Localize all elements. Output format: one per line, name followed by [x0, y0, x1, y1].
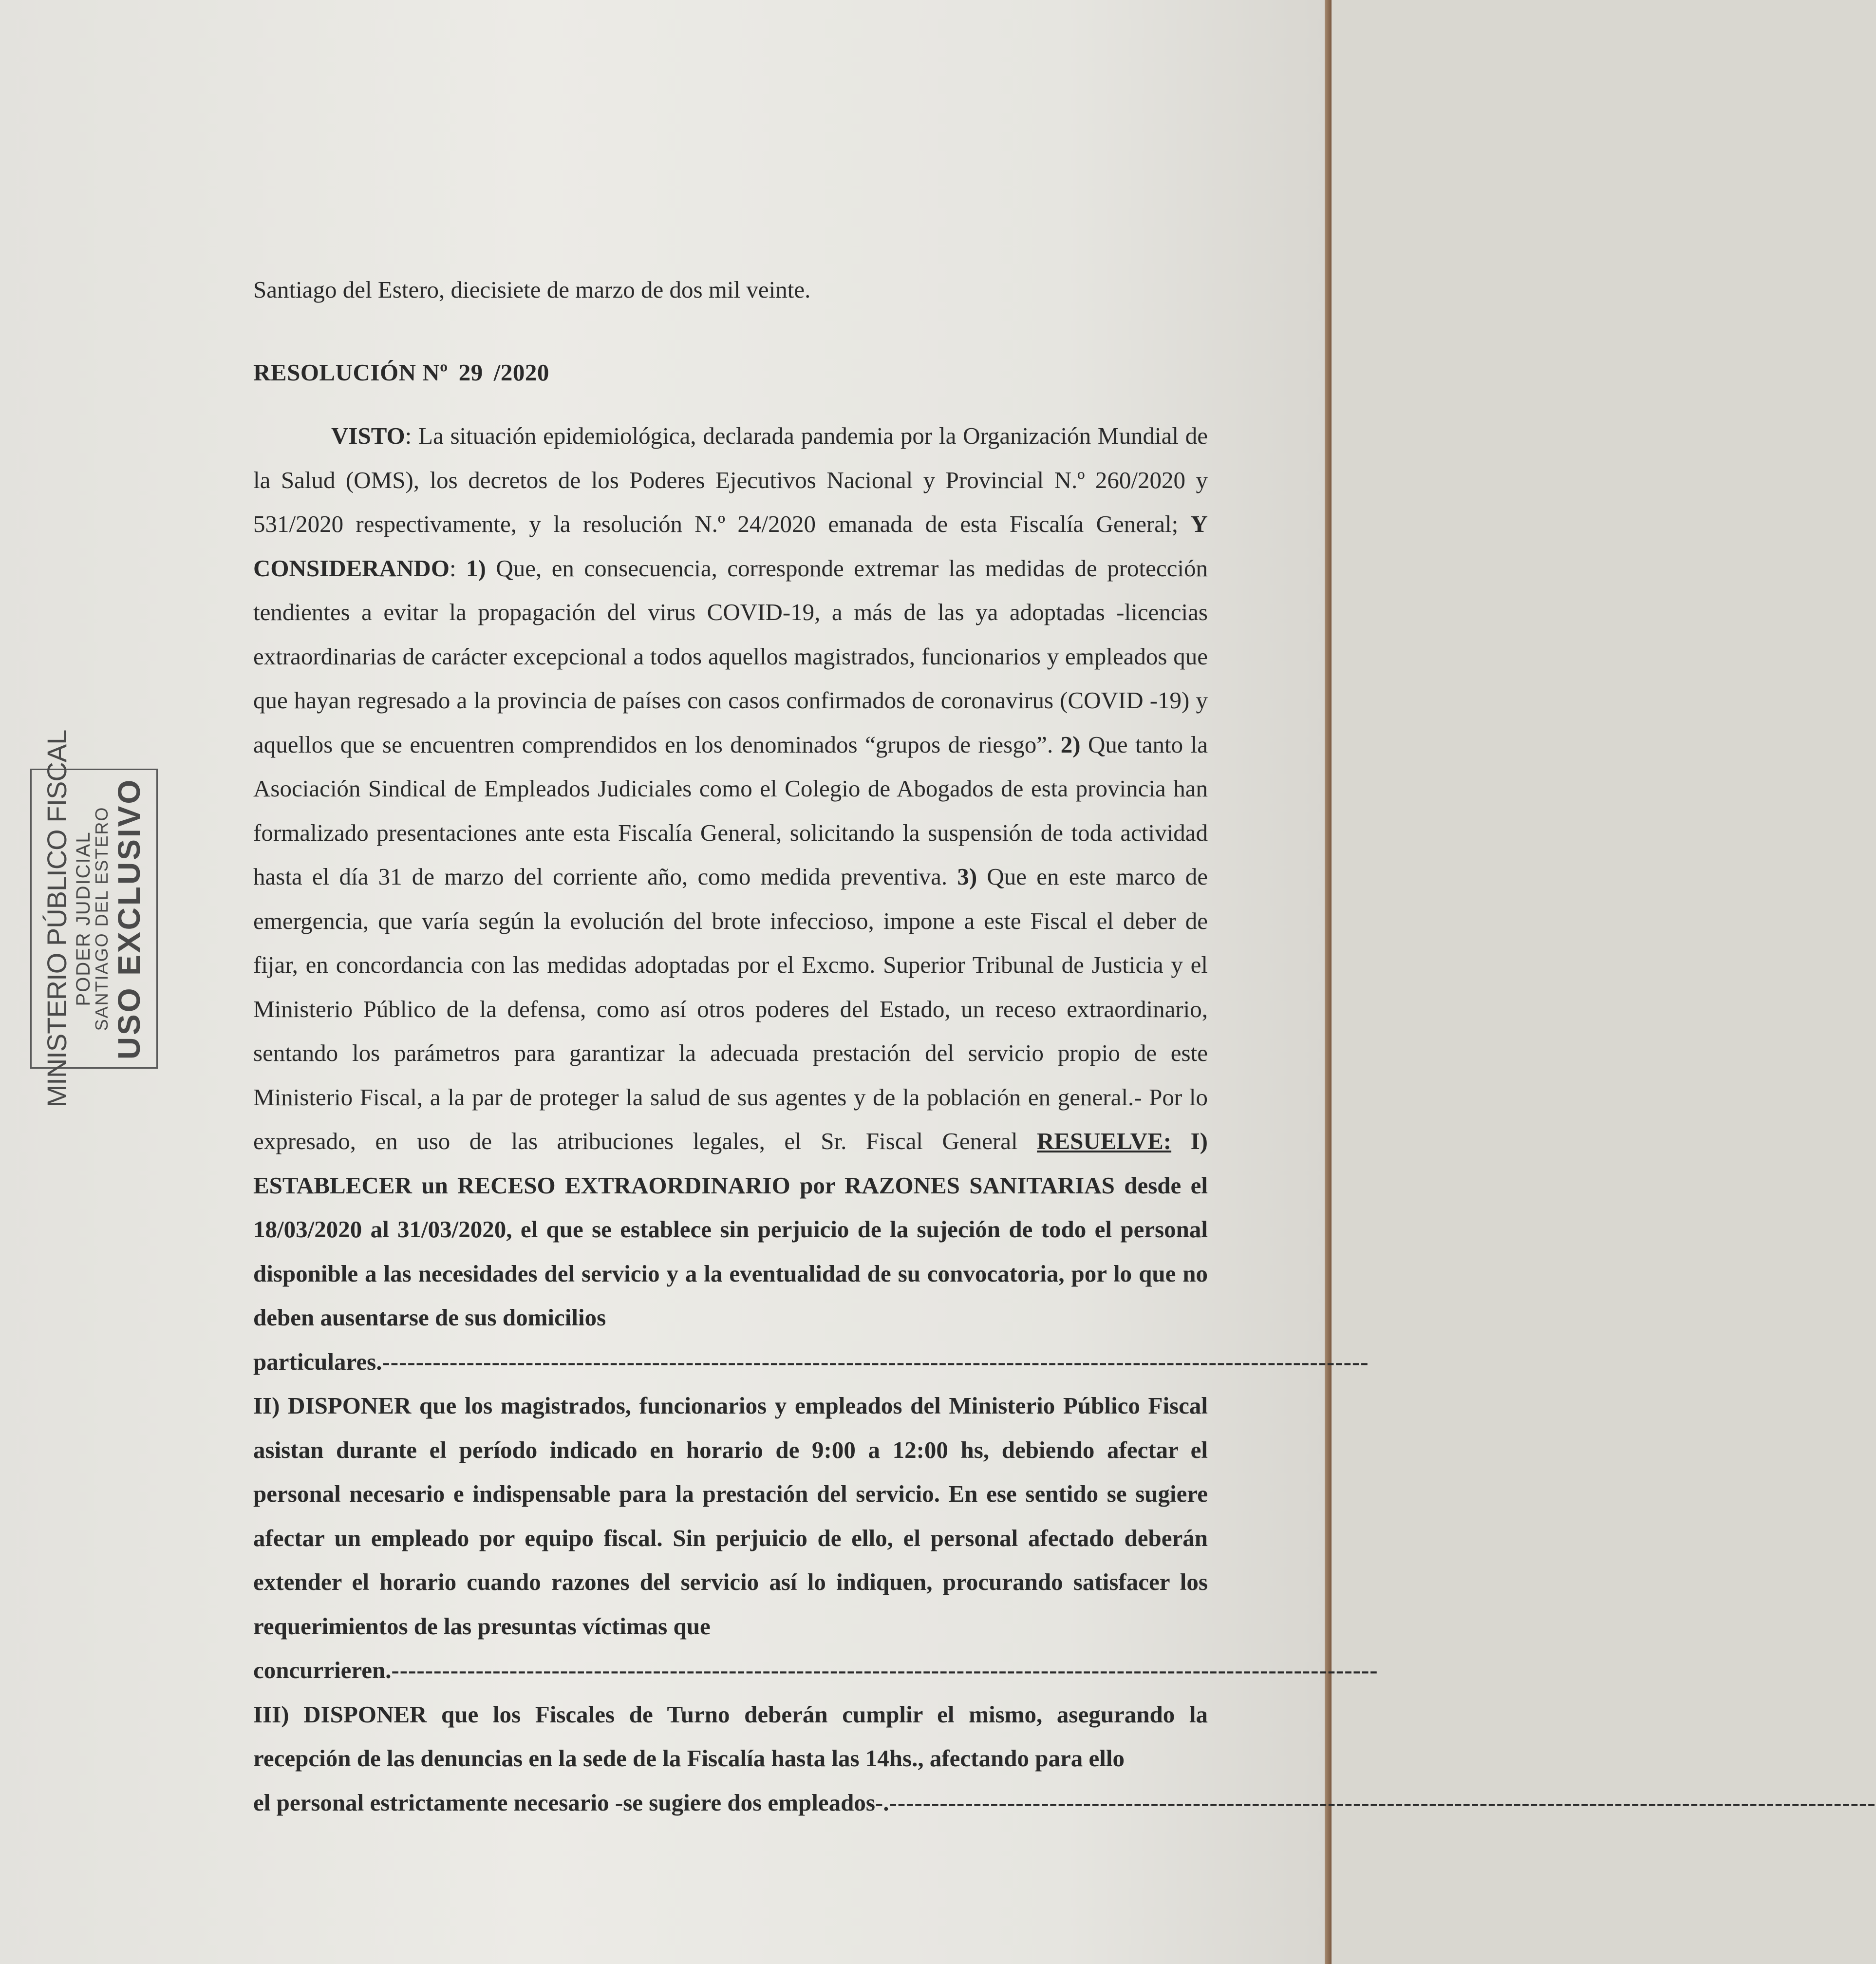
considerando-label: Y CONSIDERANDO: [253, 510, 1208, 582]
visto-label: VISTO: [331, 422, 405, 449]
resolution-year: /2020: [493, 359, 549, 386]
dash-fill: ---------------------------------------------------------------------------------------------------------------------: [382, 1348, 1369, 1375]
main-paragraph: [253, 414, 1208, 1340]
dash-fill: ---------------------------------------------------------------------------------------------------------------------: [391, 1657, 1378, 1683]
resolve-3-text: III) DISPONER que los Fiscales de Turno deberán cumplir el mismo, asegurando la recepción de las denuncias en la sede de la Fiscalía hasta las 14hs., afectando para ello: [253, 1700, 1208, 1772]
resolve-3-end-line: [253, 1781, 1876, 1825]
considerando-2-num: 2): [1060, 731, 1081, 758]
stamp-line-city: SANTIAGO DEL ESTERO: [92, 806, 112, 1031]
dash-fill: ---------------------------------------------------------------------------------------------------------------------: [889, 1789, 1876, 1816]
stamp-line-poder: PODER JUDICIAL: [73, 831, 94, 1006]
ministry-stamp: [30, 730, 158, 1108]
stamp-text: [30, 730, 158, 1108]
considerando-3-num: 3): [957, 863, 977, 890]
stamp-line-ministry: MINISTERIO PÚBLICO FISCAL: [41, 730, 72, 1108]
date-line: Santiago del Estero, diecisiete de marzo de dos mil veinte.: [253, 276, 811, 303]
resolve-1-end-line: [253, 1340, 1369, 1384]
resolution-text: [253, 263, 1876, 1825]
resolve-2-end-line: [253, 1648, 1378, 1693]
resolve-3-last: el personal estrictamente necesario -se sugiere dos empleados-.: [253, 1789, 889, 1816]
resolution-number: 29: [458, 359, 483, 386]
resolve-1-text: I) ESTABLECER un RECESO EXTRAORDINARIO por RAZONES SANITARIAS desde el 18/03/2020 al 31/03/2020, el que se establece sin perjuicio de la sujeción de todo el personal disponible a las necesidades del servicio y a la eventualidad de su convocatoria, por lo que no deben ausentarse de sus domicilios: [253, 1128, 1208, 1331]
considerando-2-text: Que tanto la Asociación Sindical de Empleados Judiciales como el Colegio de Abogados de esta provincia han formalizado presentaciones ante esta Fiscalía General, solicitando la suspensión de toda actividad hasta el día 31 de marzo del corriente año, como medida preventiva.: [253, 731, 1208, 890]
resuelve-label: RESUELVE:: [1037, 1128, 1172, 1154]
considerando-1-text: Que, en consecuencia, corresponde extremar las medidas de protección tendientes a evitar la propagación del virus COVID-19, a más de las ya adoptadas -licencias extraordinarias de carácter excepcional a todos aquellos magistrados, funcionarios y empleados que que hayan regresado a la provincia de países con casos confirmados de coronavirus (COVID -19) y aquellos que se encuentren comprendidos en los denominados “grupos de riesgo”.: [253, 554, 1208, 758]
colon: :: [449, 554, 467, 582]
resolution-title: [253, 346, 1208, 399]
resolve-2-last: concurrieren.: [253, 1657, 392, 1683]
considerando-3-text: Que en este marco de emergencia, que varía según la evolución del brote infeccioso, impone a este Fiscal el deber de fijar, en concordancia con las medidas adoptadas por el Excmo. Superior Tribunal de Justicia y el Ministerio Público de la defensa, como así otros poderes del Estado, un receso extraordinario, sentando los parámetros para garantizar la adecuada prestación del servicio propio de este Ministerio Fiscal, a la par de proteger la salud de sus agentes y de la población en general.- Por lo expresado, en uso de las atribuciones legales, el Sr. Fiscal General: [253, 863, 1208, 1154]
resolution-label: RESOLUCIÓN Nº: [253, 359, 448, 386]
considerando-1-num: 1): [466, 554, 486, 582]
resolve-1-last: particulares.: [253, 1348, 382, 1375]
visto-text: : La situación epidemiológica, declarada pandemia por la Organización Mundial de la Salud (OMS), los decretos de los Poderes Ejecutivos Nacional y Provincial N.º 260/2020 y 531/2020 respectivamente, y la resolución N.º 24/2020 emanada de esta Fiscalía General;: [253, 422, 1208, 537]
stamp-line-uso: USO EXCLUSIVO: [112, 777, 147, 1060]
resolve-2-text: II) DISPONER que los magistrados, funcionarios y empleados del Ministerio Público Fiscal asistan durante el período indicado en horario de 9:00 a 12:00 hs, debiendo afectar el personal necesario e indispensable para la prestación del servicio. En ese sentido se sugiere afectar un empleado por equipo fiscal. Sin perjuicio de ello, el personal afectado deberán extender el horario cuando razones del servicio así lo indiquen, procurando satisfacer los requerimientos de las presuntas víctimas que: [253, 1392, 1208, 1640]
